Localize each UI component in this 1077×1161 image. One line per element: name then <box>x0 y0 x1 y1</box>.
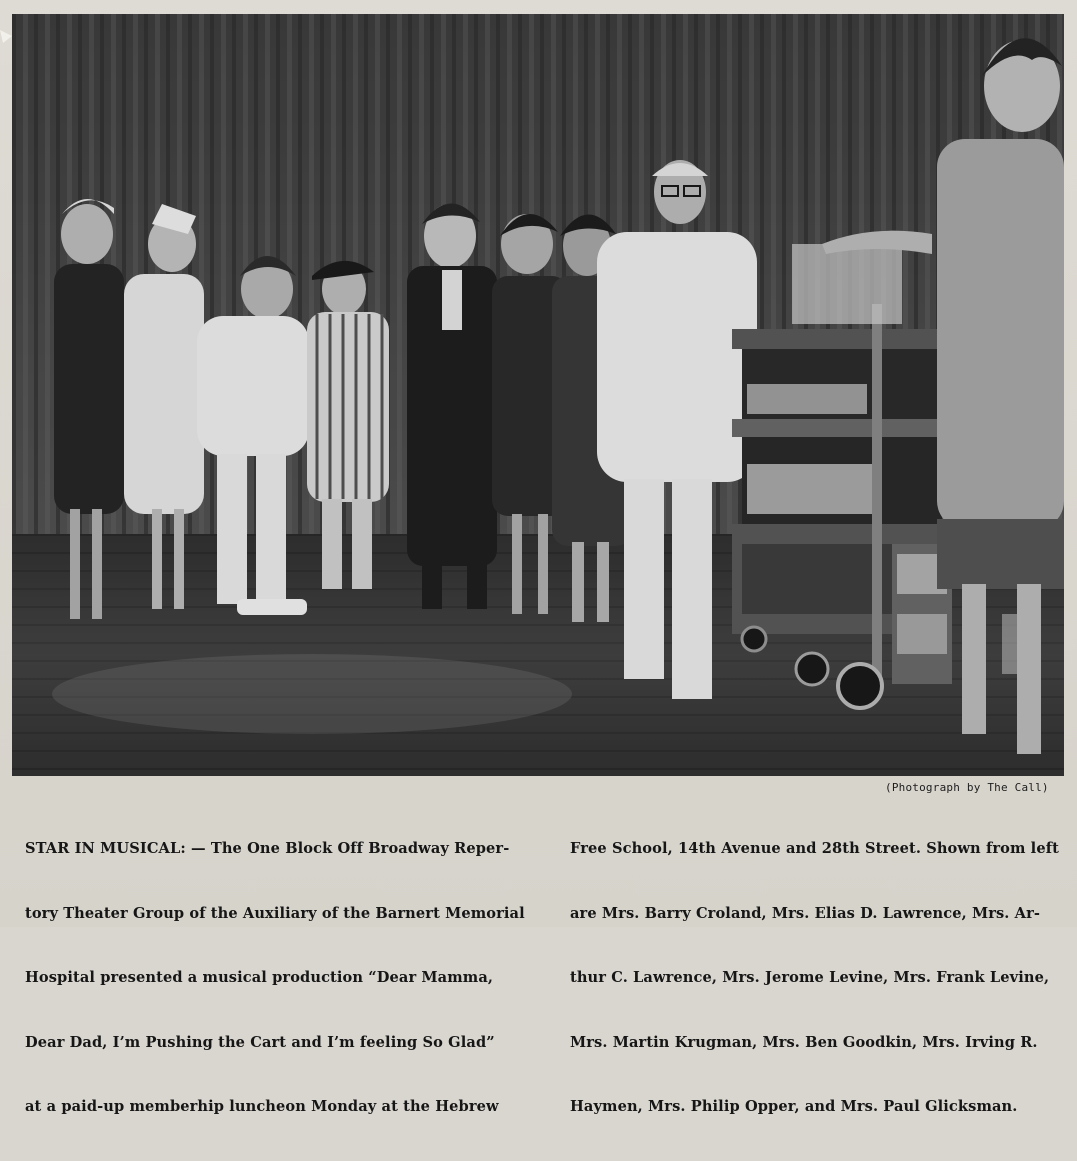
caption-column-left <box>25 795 535 1161</box>
photo-credit: (Photograph by The Call) <box>885 781 1049 794</box>
news-photograph <box>12 14 1064 776</box>
caption-column-right <box>570 795 1065 1161</box>
caption-line: are Mrs. Barry Croland, Mrs. Elias D. Lawrence, Mrs. Ar- <box>570 904 1041 922</box>
caption-line: Mrs. Martin Krugman, Mrs. Ben Goodkin, Mrs. Irving R. <box>570 1033 1038 1051</box>
caption-line: Haymen, Mrs. Philip Opper, and Mrs. Paul Glicksman. <box>570 1098 1018 1115</box>
caption-line: Dear Dad, I’m Pushing the Cart and I’m feeling So Glad” <box>25 1033 495 1051</box>
photo-illustration <box>12 14 1064 776</box>
caption-line: STAR IN MUSICAL: — The One Block Off Broadway Reper- <box>25 840 510 857</box>
caption-line: Hospital presented a musical production “Dear Mamma, <box>25 969 494 986</box>
caption-line: tory Theater Group of the Auxiliary of the Barnert Memorial <box>25 904 525 922</box>
caption-line: thur C. Lawrence, Mrs. Jerome Levine, Mrs. Frank Levine, <box>570 969 1050 986</box>
caption-line: at a paid-up memberhip luncheon Monday at the Hebrew <box>25 1098 499 1115</box>
caption-line: Free School, 14th Avenue and 28th Street. Shown from left <box>570 840 1059 857</box>
